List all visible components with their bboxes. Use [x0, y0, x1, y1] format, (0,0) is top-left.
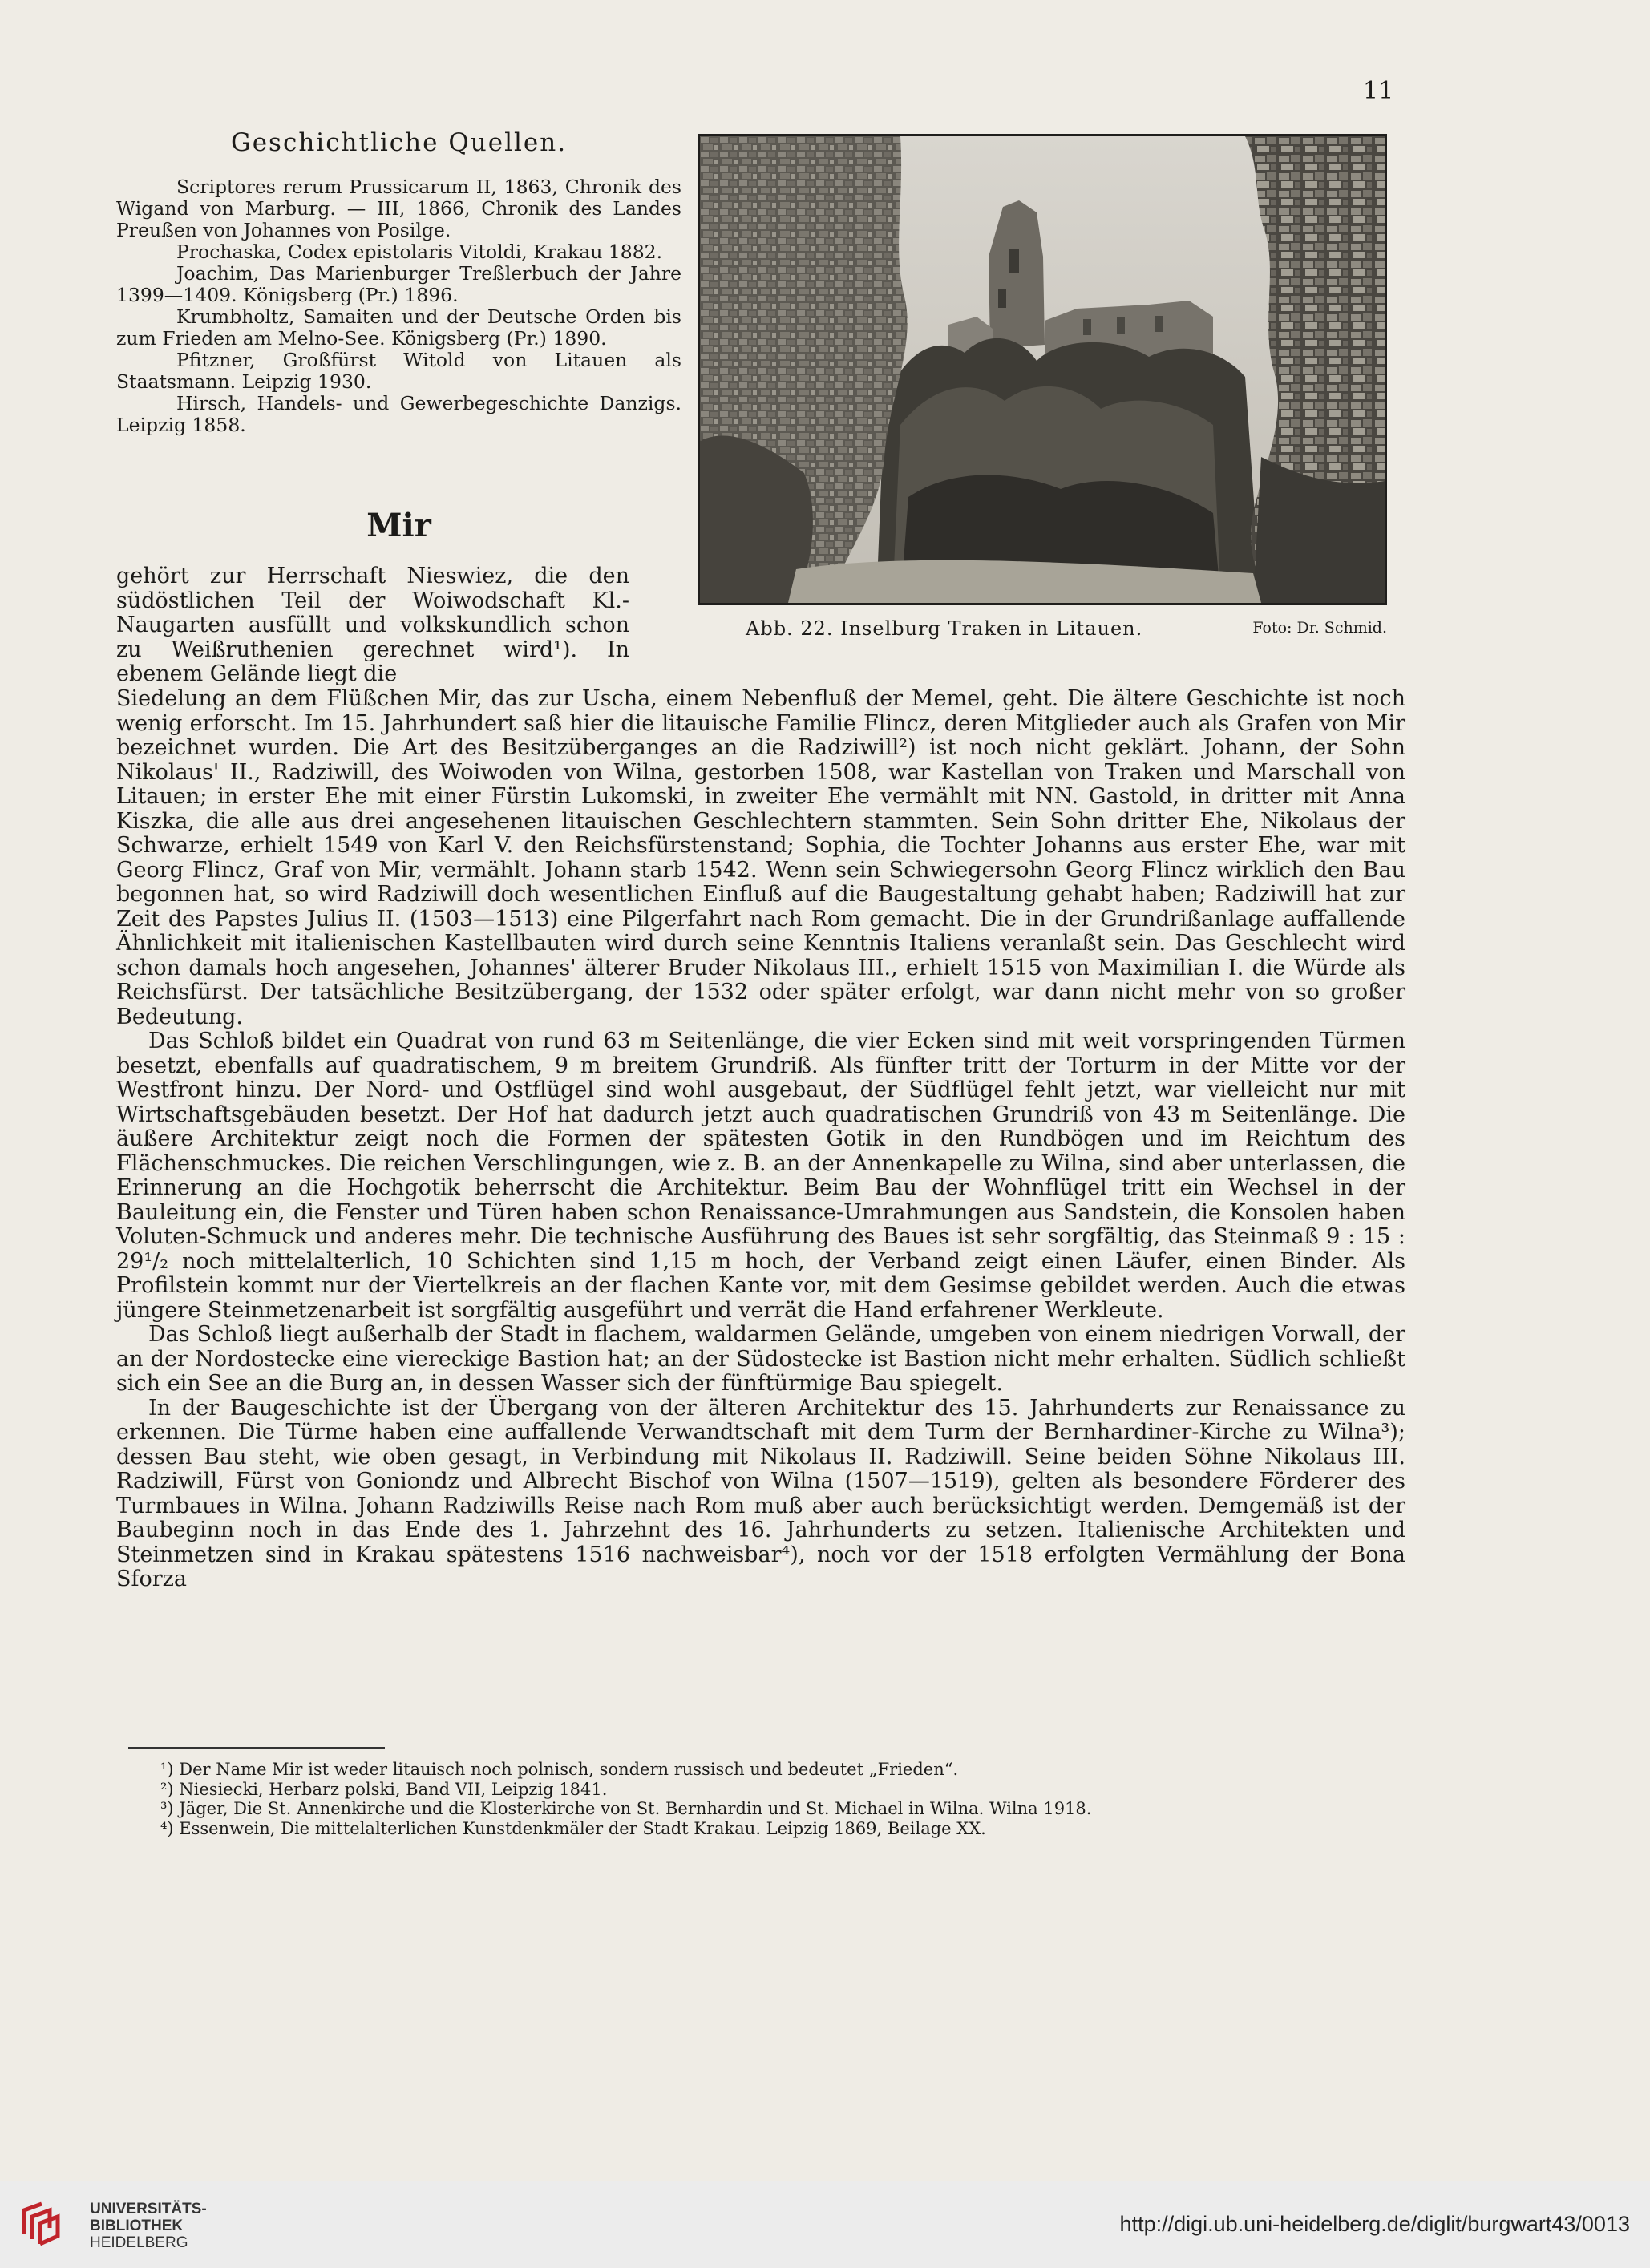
source-entry: Joachim, Das Marienburger Treßlerbuch der Jahre 1399—1409. Königsberg (Pr.) 1896. — [116, 262, 681, 306]
photo-image — [700, 136, 1385, 603]
section-title: Mir — [366, 507, 431, 544]
main-text — [116, 687, 1405, 1592]
paragraph: gehört zur Herrschaft Nieswiez, die den südöstlichen Teil der Woiwodschaft Kl.-Naugarten ausfüllt und volkskundlich schon zu Weißruthenien gerechnet wird¹). In ebenem Gelände liegt die — [116, 564, 629, 686]
paragraph: Das Schloß liegt außerhalb der Stadt in flachem, waldarmen Gelände, umgeben von einem niedrigen Vorwall, der an der Nordostecke eine viereckige Bastion hat; an der Südostecke ist Bastion nicht mehr erhalten. Südlich schließt sich ein See an die Burg an, in dessen Wasser sich der fünftürmige Bau spiegelt. — [116, 1322, 1405, 1396]
footnote: ⁴) Essenwein, Die mittelalterlichen Kunstdenkmäler der Stadt Krakau. Leipzig 1869, Beilage XX. — [160, 1818, 986, 1838]
footnotes — [160, 1760, 1379, 1838]
castle-ruin-photo — [698, 134, 1387, 605]
caption-text: Abb. 22. Inselburg Traken in Litauen. — [746, 617, 1143, 640]
source-entry: Hirsch, Handels- und Gewerbegeschichte Danzigs. Leipzig 1858. — [116, 392, 681, 436]
sources-heading: Geschichtliche Quellen. — [230, 128, 568, 157]
viewer-footer — [0, 2181, 1650, 2268]
source-entry: Pfitzner, Großfürst Witold von Litauen als Staatsmann. Leipzig 1930. — [116, 349, 681, 393]
ub-heidelberg-logo-icon[interactable] — [18, 2199, 67, 2249]
library-name — [90, 2201, 207, 2251]
footnote: ¹) Der Name Mir ist weder litauisch noch polnisch, sondern russisch und bedeutet „Frieden“. — [160, 1760, 959, 1779]
footnote-divider — [128, 1747, 385, 1749]
paragraph: Das Schloß bildet ein Quadrat von rund 63 m Seitenlänge, die vier Ecken sind mit weit vorspringenden Türmen besetzt, ebenfalls auf quadratischem, 9 m breitem Grundriß. Als fünfter tritt der Torturm in der Mitte vor der Westfront hinzu. Der Nord- und Ostflügel sind wohl ausgebaut, der Südflügel fehlt jetzt, war vielleicht nur mit Wirtschaftsgebäuden besetzt. Der Hof hat dadurch jetzt auch quadratischen Grundriß von 43 m Seitenlänge. Die äußere Architektur zeigt noch die Formen der spätesten Gotik in den Rundbögen und im Reichtum des Flächenschmuckes. Die reichen Verschlingungen, wie z. B. an der Annenkapelle zu Wilna, sind aber unterlassen, die Erinnerung an die Hochgotik beherrscht die Architektur. Beim Bau der Wohnflügel tritt ein Wechsel in der Bauleitung ein, die Fenster und Türen haben schon Renaissance-Umrahmungen aus Sandstein, die Konsolen haben Voluten-Schmuck und anderes mehr. Die technische Ausführung des Baues ist sehr sorgfältig, das Steinmaß 9 : 15 : 29¹/₂ noch mittelalterlich, 10 Schichten sind 1,15 m hoch, der Verband zeigt einen Läufer, einen Binder. Als Profilstein kommt nur der Viertelkreis an der flachen Kante vor, mit dem Gesimse gebildet werden. Auch die etwas jüngere Steinmetzenarbeit ist sorgfältig ausgeführt und verrät die Hand erfahrener Werkleute. — [116, 1029, 1405, 1323]
paragraph: Siedelung an dem Flüßchen Mir, das zur Uscha, einem Nebenfluß der Memel, geht. Die ältere Geschichte ist noch wenig erforscht. Im 15. Jahrhundert saß hier die litauische Familie Flincz, deren Mitglieder auch als Grafen von Mir bezeichnet wurden. Die Art des Besitzüberganges an die Radziwill²) ist noch nicht geklärt. Johann, der Sohn Nikolaus' II., Radziwill, des Woiwoden von Wilna, gestorben 1508, war Kastellan von Traken und Marschall von Litauen; in erster Ehe mit einer Fürstin Lukomski, in zweiter Ehe vermählt mit NN. Gastold, in dritter mit Anna Kiszka, die alle aus drei angesehenen litauischen Geschlechtern stammten. Sein Sohn dritter Ehe, Nikolaus der Schwarze, erhielt 1549 von Karl V. den Reichsfürstenstand; Sophia, die Tochter Johanns aus erster Ehe, war mit Georg Flincz, Graf von Mir, vermählt. Johann starb 1542. Wenn sein Schwiegersohn Georg Flincz wirklich den Bau begonnen hat, so wird Radziwill doch wesentlichen Einfluß auf die Baugestaltung gehabt haben; Radziwill hat zur Zeit des Papstes Julius II. (1503—1513) eine Pilgerfahrt nach Rom gemacht. Die in der Grundrißanlage auffallende Ähnlichkeit mit italienischen Kastellbauten wird durch seine Kenntnis Italiens veranlaßt sein. Das Geschlecht wird schon damals hoch angesehen, Johannes' älterer Bruder Nikolaus III., erhielt 1515 von Maximilian I. die Würde als Reichsfürst. Der tatsächliche Besitzübergang, der 1532 oder später erfolgt, war dann nicht mehr von so großer Bedeutung. — [116, 686, 1405, 1029]
footnote: ²) Niesiecki, Herbarz polski, Band VII, Leipzig 1841. — [160, 1779, 608, 1799]
page-number: 11 — [1363, 77, 1394, 105]
paragraph: In der Baugeschichte ist der Übergang von der älteren Architektur des 15. Jahrhunderts zur Renaissance zu erkennen. Die Türme haben eine auffallende Verwandtschaft mit dem Turm der Bernhardiner-Kirche zu Wilna³); dessen Bau steht, wie oben gesagt, in Verbindung mit Nikolaus II. Radziwill. Seine beiden Söhne Nikolaus III. Radziwill, Fürst von Goniondz und Albrecht Bischof von Wilna (1507—1519), gelten als besondere Förderer des Turmbaues in Wilna. Johann Radziwills Reise nach Rom muß aber auch berücksichtigt werden. Demgemäß ist der Baubeginn noch in das Ende des 1. Jahrzehnt des 16. Jahrhunderts zu setzen. Italienische Architekten und Steinmetzen sind in Krakau spätestens 1516 nachweisbar⁴), noch vor der 1518 erfolgten Vermählung der Bona Sforza — [116, 1395, 1405, 1591]
source-entry: Krumbholtz, Samaiten und der Deutsche Orden bis zum Frieden am Melno-See. Königsberg (Pr.) 1890. — [116, 305, 681, 350]
source-entry: Scriptores rerum Prussicarum II, 1863, Chronik des Wigand von Marburg. — III, 1866, Chronik des Landes Preußen von Johannes von Posilge. — [116, 176, 681, 241]
library-line: UNIVERSITÄTS- — [90, 2201, 207, 2217]
sources-list — [116, 176, 681, 436]
library-line: HEIDELBERG — [90, 2234, 188, 2251]
source-url-link[interactable]: http://digi.ub.uni-heidelberg.de/diglit/burgwart43/0013 — [1119, 2212, 1630, 2236]
footnote: ³) Jäger, Die St. Annenkirche und die Klosterkirche von St. Bernhardin und St. Michael in Wilna. Wilna 1918. — [160, 1799, 1092, 1818]
intro-paragraph — [116, 564, 629, 687]
library-line: BIBLIOTHEK — [90, 2217, 184, 2234]
source-entry: Prochaska, Codex epistolaris Vitoldi, Krakau 1882. — [176, 241, 663, 263]
photo-credit: Foto: Dr. Schmid. — [1252, 619, 1387, 637]
